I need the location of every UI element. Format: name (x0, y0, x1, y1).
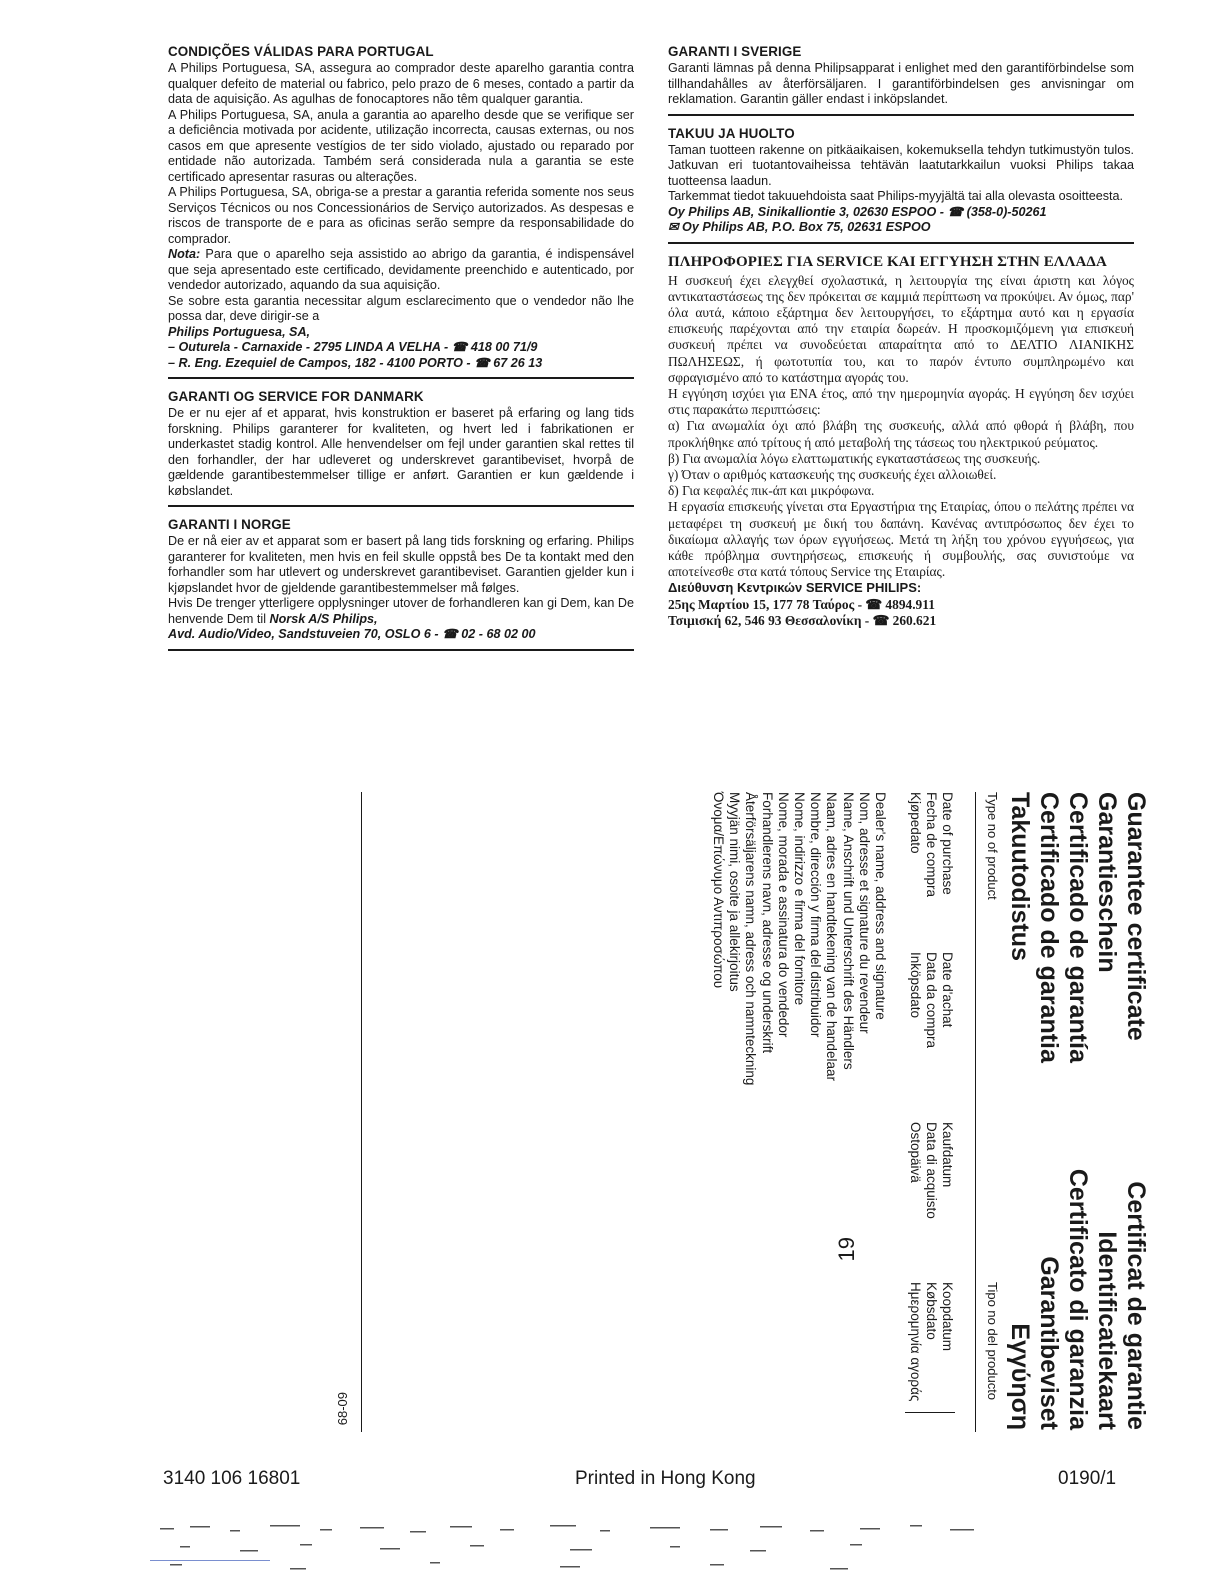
date-it: Data di acquisto (924, 1122, 939, 1219)
section-suomi (668, 126, 1134, 244)
norge-heading: GARANTI I NORGE (168, 517, 291, 532)
dealer-pt: Nome, morada e assinatura do vendedor (775, 792, 791, 1038)
date-pt: Data da compra (924, 952, 939, 1049)
dealer-fi: Myyjän nimi, osoite ja allekirjoitus (727, 792, 743, 992)
dealer-nl: Naam, adres en handtekening van de handelaar (824, 792, 840, 1081)
footer-printed-in: Printed in Hong Kong (575, 1468, 756, 1489)
dealer-sv: Återförsäljarens namn, adress och namnteckning (743, 792, 759, 1086)
title-de: Garantieschein (1093, 792, 1121, 973)
title-en: Guarantee certificate (1122, 792, 1150, 1041)
dealer-fr: Nom, adresse et signature du revendeur (856, 792, 872, 1034)
section-portugal (168, 44, 634, 379)
section-norge (168, 517, 634, 651)
portugal-p3: A Philips Portuguesa, SA, obriga-se a prestar a garantia referida somente nos seus Serviços Técnicos ou nos Concessionários de Serviço autorizados. As despesas e riscos de transporte de e para as oficinas serão sempre da responsabilidade do comprador. (168, 185, 634, 246)
type-no-line (975, 792, 976, 1432)
dealer-de: Name, Anschrift und Unterschrift des Händlers (840, 792, 856, 1070)
type-no-label-left: Type no of product (985, 792, 1000, 900)
left-column (168, 40, 634, 661)
title-pt: Certificado de garantia (1035, 792, 1063, 1063)
portugal-p2: A Philips Portuguesa, SA, anula a garantia ao aparelho desde que se verifique ser a deficiência motivada por acidente, utilização incorrecta, causas externas, ou nos casos em que apresente vestígios de ter sido violado, ajustado ou reparado por entidade não autorizada. Também será considerada nula a garantia se este certificado apresentar rasuras ou alterações. (168, 107, 634, 184)
certificate-titles-left (1005, 792, 1150, 1063)
section-ellada (668, 254, 1134, 635)
right-column (668, 40, 1134, 645)
suomi-heading: TAKUU JA HUOLTO (668, 125, 795, 141)
dealer-it: Nome, indirizzo e firma del fornitore (791, 792, 807, 1006)
section-sverige (668, 44, 1134, 116)
dealer-en: Dealer's name, address and signature (873, 792, 888, 1020)
date-fi: Ostopäivä (908, 1122, 923, 1183)
title-el: Εγγύηση (1006, 1323, 1034, 1430)
ellada-p1: Η συσκευή έχει ελεγχθεί σχολαστικά, η λειτουργία της είναι άριστη και λόγος αντικαταστάσεως της δεν πρόκειται σε καμμιά περίπτωση να προκύψει. Αν όμως, παρ' όλα αυτά, κάποιο εξάρτημα δεν λειτουργήσει, το εξάρτημα αυτό και η εργασία επισκευής παρέχονται από την εταιρία δωρεάν. Η προσκομιζόμενη για επισκευή συσκευή πρέπει να συνοδεύεται απαραίτητα από το ΔΕΛΤΙΟ ΛΙΑΝΙΚΗΣ ΠΩΛΗΣΕΩΣ, ή φωτοτυπία του, και το παρόν έντυπο συμπληρωμένο και σφραγισμένο από το κατάστημα αγοράς του. (668, 272, 1134, 385)
norge-p2-text: Hvis De trenger ytterligere opplysninger utover de forhandleren kan gi Dem, kan De henvende Dem til (168, 596, 634, 626)
norge-company: Norsk A/S Philips, (269, 611, 378, 626)
signature-line (361, 792, 362, 1432)
date-labels-col4 (907, 1282, 955, 1401)
date-sv: Inköpsdato (908, 952, 923, 1019)
dealer-labels (710, 792, 888, 1085)
sverige-heading: GARANTI I SVERIGE (668, 44, 802, 59)
title-es: Certificado de garantía (1064, 792, 1092, 1063)
date-el: Ημερομηνία αγοράς (908, 1282, 923, 1402)
norge-p1: De er nå eier av et apparat som er basert på lang tids forskning og erfaring. Philips garanterer for kvaliteten, men hvis en feil skulle oppstå bes De ta kontakt med den forhandler som har utlevert og underskrevet garantibeviset. Garantien gjelder kun i kjøpslandet hvor de gjeldende garantibestemmelser må følges. (168, 534, 634, 595)
ellada-addr2: Τσιμισκή 62, 546 93 Θεσσαλονίκη - ☎ 260.621 (668, 612, 937, 628)
portugal-nota (168, 247, 634, 294)
title-no: Garantibeviset (1035, 1256, 1063, 1430)
date-nl: Koopdatum (940, 1282, 955, 1352)
section-danmark (168, 389, 634, 507)
title-it: Certificato di garanzia (1064, 1168, 1092, 1430)
title-fr: Certificat de garantie (1122, 1181, 1150, 1430)
date-fr: Date d'achat (940, 952, 955, 1028)
portugal-p4: Se sobre esta garantia necessitar algum esclarecimento que o vendedor não lhe possa dar, deve dirigir-se a (168, 293, 634, 323)
ellada-d: δ) Για κεφαλές πικ-άπ και μικρόφωνα. (668, 483, 875, 499)
date-labels-col2 (907, 952, 955, 1048)
date-en: Date of purchase (940, 792, 955, 895)
date-es: Fecha de compra (924, 792, 939, 898)
ellada-p2: Η εγγύηση ισχύει για ΕΝΑ έτος, από την ημερομηνία αγοράς. Η εγγύηση δεν ισχύει στις παρακάτω περιπτώσεις: (668, 385, 1134, 418)
scan-specks (150, 1520, 1020, 1580)
suomi-addr2: ✉ Oy Philips AB, P.O. Box 75, 02631 ESPOO (668, 220, 931, 234)
ellada-a: α) Για ανωμαλία όχι από βλάβη της συσκευής, αλλά από φθορά ή βλάβη, που προκλήθηκε από τρίτους ή από μεταβολή της τάσεως του ηλεκτρικού ρεύματος. (668, 418, 1134, 450)
portugal-addr1: – Outurela - Carnaxide - 2795 LINDA A VELHA - ☎ 418 00 71/9 (168, 340, 538, 354)
ellada-b: β) Για ανωμαλία λόγω ελαττωματικής εγκαταστάσεως της συσκευής. (668, 450, 1041, 466)
norge-p2 (168, 596, 634, 627)
page-number: 19 (834, 1237, 859, 1262)
ellada-c: γ) Όταν ο αριθμός κατασκευής της συσκευής έχει αλλοιωθεί. (668, 466, 997, 482)
footer-part-number: 3140 106 16801 (163, 1468, 301, 1489)
nota-label: Nota: (168, 247, 201, 261)
suomi-addr1: Oy Philips AB, Sinikalliontie 3, 02630 ESPOO - ☎ (358-0)-50261 (668, 204, 1047, 219)
date-line (905, 1412, 955, 1413)
certificate-titles-right (1005, 1162, 1150, 1430)
suomi-p2: Tarkemmat tiedot takuuehdoista saat Philips-myyjältä tai alla olevasta osoitteesta. (668, 189, 1124, 203)
dealer-es: Nombre, dirección y firma del distribuidor (808, 792, 824, 1038)
date-da: Købsdato (924, 1282, 939, 1340)
title-fi: Takuutodistus (1006, 792, 1034, 961)
portugal-company: Philips Portuguesa, SA, (168, 324, 311, 339)
date-labels-col1 (907, 792, 955, 897)
form-code: 68-09 (335, 1392, 350, 1426)
date-de: Kaufdatum (940, 1122, 955, 1188)
danmark-p1: De er nu ejer af et apparat, hvis konstruktion er baseret på erfaring og lang tids forskning. Philips garanterer for kvaliteten, og hvert led i fabrikationen er underkastet stadig kontrol. Alle henvendelser om fejl under garantien skal rettes til den forhandler, der har udleveret og underskrevet garantibeviset, hvorpå de gældende garantibestemmelser tillige er anført. Garantien er kun gældende i købslandet. (168, 406, 634, 498)
dealer-el: Όνομα/Επώνυμο Αντιπροσώπου (710, 792, 726, 989)
date-no: Kjøpedato (908, 792, 923, 854)
footer-code: 0190/1 (1058, 1468, 1117, 1489)
ellada-heading: ΠΛΗΡΟΦΟΡΙΕΣ ΓΙΑ SERVICE ΚΑΙ ΕΓΓΥΗΣΗ ΣΤΗΝ ΕΛΛΑΔΑ (668, 253, 1107, 270)
title-nl: Identificatiekaart (1093, 1231, 1121, 1430)
date-labels-col3 (907, 1122, 955, 1219)
dealer-da: Forhandlerens navn, adresse og underskrift (759, 792, 775, 1054)
suomi-p1: Taman tuotteen rakenne on pitkäaikaisen, kokemukseIla tehdyn tutkimustyön tulos. Jatkuvan eri tuotantovaiheissa tehtävän laatutarkkailun vuoksi Philips takaa tuotteensa laadun. (668, 142, 1134, 188)
ellada-addr-title: Διεύθυνση Κεντρικών SERVICE PHILIPS: (668, 580, 922, 596)
ellada-p3: Η εργασία επισκευής γίνεται στα Εργαστήρια της Εταιρίας, όπου ο πελάτης πρέπει να μεταφέρει τη συσκευή με δική του δαπάνη. Κανένας αντιπρόσωπος δεν έχει το δικαίωμα αλλαγής των όρων εγγυήσεως. Μετά τη λήξη του χρόνου εγγυήσεως, για κάθε πρόβλημα συντηρήσεως, επισκευής ή συμβουλής, σας συνιστούμε να αποτείνεσθε στα κατά τόπους Service της Εταιρίας. (668, 499, 1134, 580)
danmark-heading: GARANTI OG SERVICE FOR DANMARK (168, 389, 424, 404)
guarantee-certificate (160, 792, 1150, 1432)
certificate-rotated-panel (160, 792, 1150, 1432)
norge-addr: Avd. Audio/Video, Sandstuveien 70, OSLO 6 - ☎ 02 - 68 02 00 (168, 627, 536, 641)
portugal-heading: CONDIÇÕES VÁLIDAS PARA PORTUGAL (168, 44, 434, 59)
nota-text: Para que o aparelho seja assistido ao abrigo da garantia, é indispensável que seja apresentado este certificado, devidamente preenchido e autenticado, por vendedor autorizado, aquando da sua aquisição. (168, 247, 634, 292)
ellada-addr1: 25ης Μαρτίου 15, 177 78 Ταύρος - ☎ 4894.911 (668, 596, 935, 612)
portugal-p1: A Philips Portuguesa, SA, assegura ao comprador deste aparelho garantia contra qualquer defeito de material ou fabrico, pelo prazo de 6 meses, contado a partir da data de aquisição. As agulhas de fonocaptores não têm qualquer garantia. (168, 61, 634, 106)
sverige-p1: Garanti lämnas på denna Philipsapparat i enlighet med den garantiförbindelse som tillhandahålles av återförsäljaren. I garantiförbindelsen ges anvisningar om reklamation. Garantin gäller endast i inköpslandet. (668, 61, 1134, 106)
type-no-label-right: Tipo no del producto (985, 1282, 1000, 1401)
portugal-addr2: – R. Eng. Ezequiel de Campos, 182 - 4100 PORTO - ☎ 67 26 13 (168, 355, 543, 370)
